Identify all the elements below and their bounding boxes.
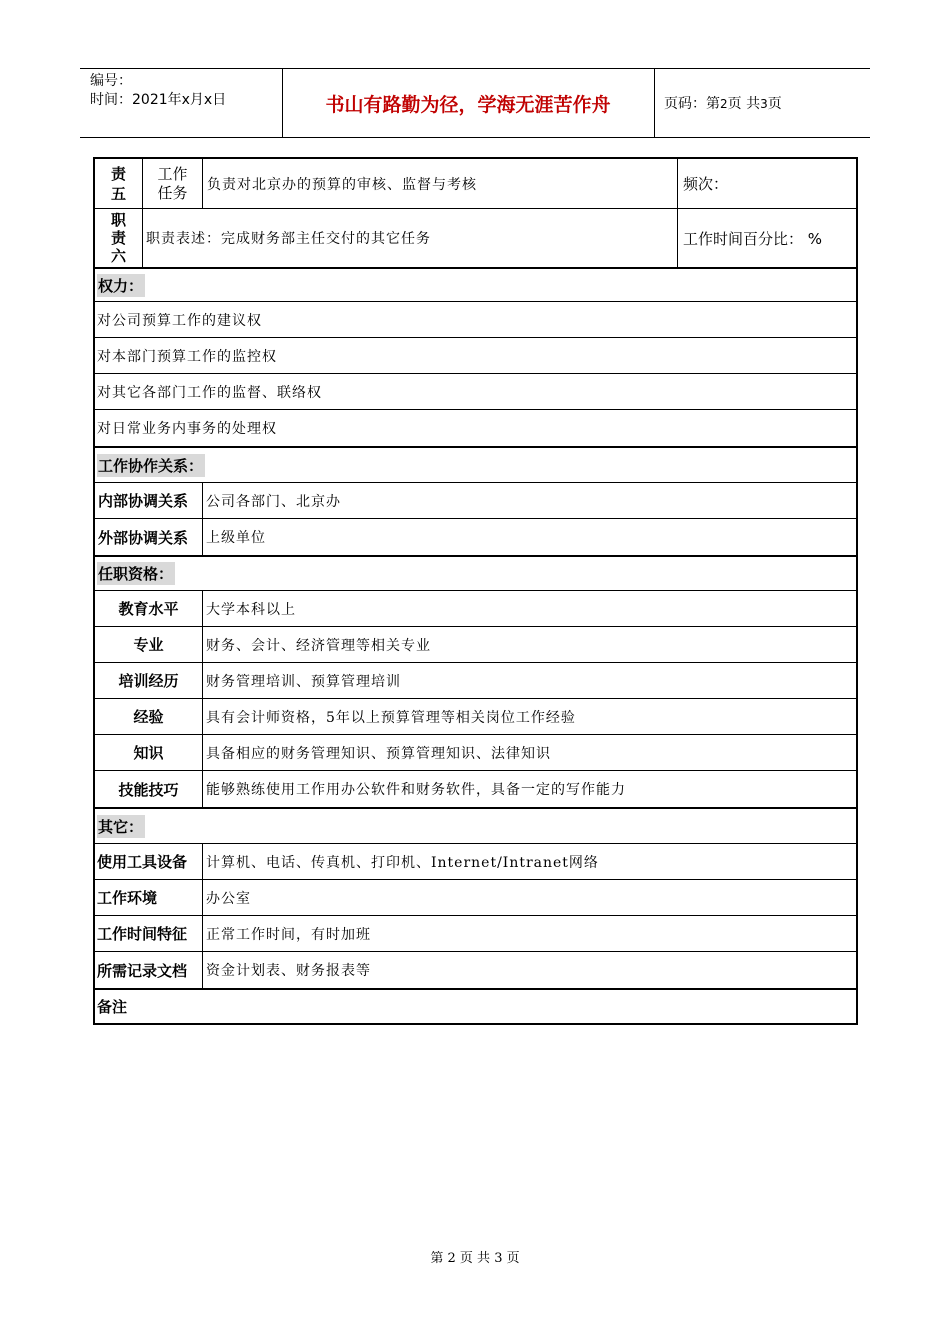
qualification-label: 经验 (133, 708, 164, 726)
other-section-row (93, 807, 858, 843)
section-title-cell (97, 448, 856, 482)
sublabel-line: 任务 (157, 183, 188, 202)
duty-six-percent: 工作时间百分比： % (677, 209, 856, 267)
label-char: 职 (110, 211, 126, 229)
label-char: 六 (110, 247, 126, 265)
duty-five-frequency: 频次： (677, 159, 856, 208)
time-line (90, 91, 226, 110)
header-divider (654, 69, 655, 137)
job-description-table (93, 157, 858, 1025)
header-motto: 书山有路勤为径，学海无涯苦作舟 (325, 93, 611, 116)
qualification-row (93, 698, 858, 734)
remarks-label: 备注 (97, 998, 128, 1016)
header-meta (90, 72, 226, 110)
qualification-row (93, 662, 858, 698)
time-label: 时间： (90, 92, 132, 108)
relations-title: 工作协作关系： (97, 454, 205, 477)
other-label: 使用工具设备 (97, 853, 188, 871)
qualification-value: 财务、会计、经济管理等相关专业 (202, 627, 856, 662)
page-suffix: 页 (767, 96, 782, 112)
authority-item (93, 301, 858, 337)
qualification-label: 教育水平 (118, 600, 179, 618)
qualification-label: 培训经历 (118, 672, 179, 690)
qualification-label: 专业 (133, 636, 164, 654)
page-total: 3 (760, 97, 768, 111)
duty-five-label (95, 159, 142, 208)
other-value: 办公室 (202, 880, 856, 915)
duty-five-sublabel (142, 159, 202, 208)
other-label: 工作环境 (97, 889, 158, 907)
other-value: 计算机、电话、传真机、打印机、Internet/Intranet网络 (202, 844, 856, 879)
section-title-cell (97, 269, 856, 301)
qualification-row (93, 626, 858, 662)
section-title-cell (97, 809, 856, 843)
relations-label: 外部协调关系 (98, 528, 189, 547)
qualification-value: 具备相应的财务管理知识、预算管理知识、法律知识 (202, 735, 856, 770)
qualification-row (93, 590, 858, 626)
number-label: 编号： (90, 73, 132, 89)
authority-title: 权力： (97, 274, 145, 297)
label-char: 责 (110, 229, 126, 247)
page-prefix: 页码：第 (664, 96, 720, 112)
other-label: 所需记录文档 (97, 961, 188, 980)
authority-item (93, 337, 858, 373)
qualification-value: 能够熟练使用工作用办公软件和财务软件，具备一定的写作能力 (202, 771, 856, 807)
authority-text: 对日常业务内事务的处理权 (97, 421, 277, 437)
authority-text: 对其它各部门工作的监督、联络权 (97, 384, 322, 401)
duty-six-label (95, 209, 142, 267)
qualification-label: 技能技巧 (118, 780, 179, 799)
page-mid: 页 共 (727, 96, 761, 112)
authority-item (93, 373, 858, 409)
authority-section-row (93, 267, 858, 301)
sublabel-line: 工作 (157, 164, 188, 183)
qualification-row (93, 734, 858, 770)
other-value: 正常工作时间，有时加班 (202, 916, 856, 951)
other-title: 其它： (97, 815, 145, 838)
other-label: 工作时间特征 (97, 925, 188, 943)
other-row (93, 915, 858, 951)
time-value: 2021年x月x日 (132, 92, 227, 108)
authority-text: 对公司预算工作的建议权 (97, 312, 262, 329)
duty-five-content: 负责对北京办的预算的审核、监督与考核 (202, 159, 677, 208)
duty-six-row (93, 208, 858, 267)
duty-five-row (93, 157, 858, 208)
label-char: 责 (110, 164, 126, 183)
remarks-row (93, 988, 858, 1025)
qualification-value: 财务管理培训、预算管理培训 (202, 663, 856, 698)
page-header (80, 68, 870, 138)
qualification-label: 知识 (133, 744, 164, 762)
label-char: 五 (110, 184, 126, 203)
authority-text: 对本部门预算工作的监控权 (97, 348, 277, 365)
relations-label: 内部协调关系 (98, 492, 189, 510)
qualification-value: 大学本科以上 (202, 591, 856, 626)
other-row (93, 951, 858, 988)
other-row (93, 843, 858, 879)
qualifications-section-row (93, 555, 858, 590)
authority-item (93, 409, 858, 446)
other-value: 资金计划表、财务报表等 (202, 952, 856, 988)
relations-value: 上级单位 (202, 519, 856, 555)
relations-row (93, 518, 858, 555)
page-number: 2 (720, 97, 728, 111)
qualification-row (93, 770, 858, 807)
duty-six-content: 职责表述：完成财务部主任交付的其它任务 (142, 209, 677, 267)
relations-value: 公司各部门、北京办 (202, 483, 856, 518)
other-row (93, 879, 858, 915)
relations-section-row (93, 446, 858, 482)
qualification-value: 具有会计师资格，5年以上预算管理等相关岗位工作经验 (202, 699, 856, 734)
header-page-info (664, 93, 782, 113)
page-footer: 第 2 页 共 3 页 (430, 1251, 520, 1266)
section-title-cell (97, 557, 856, 590)
qualifications-title: 任职资格： (97, 562, 175, 585)
relations-row (93, 482, 858, 518)
